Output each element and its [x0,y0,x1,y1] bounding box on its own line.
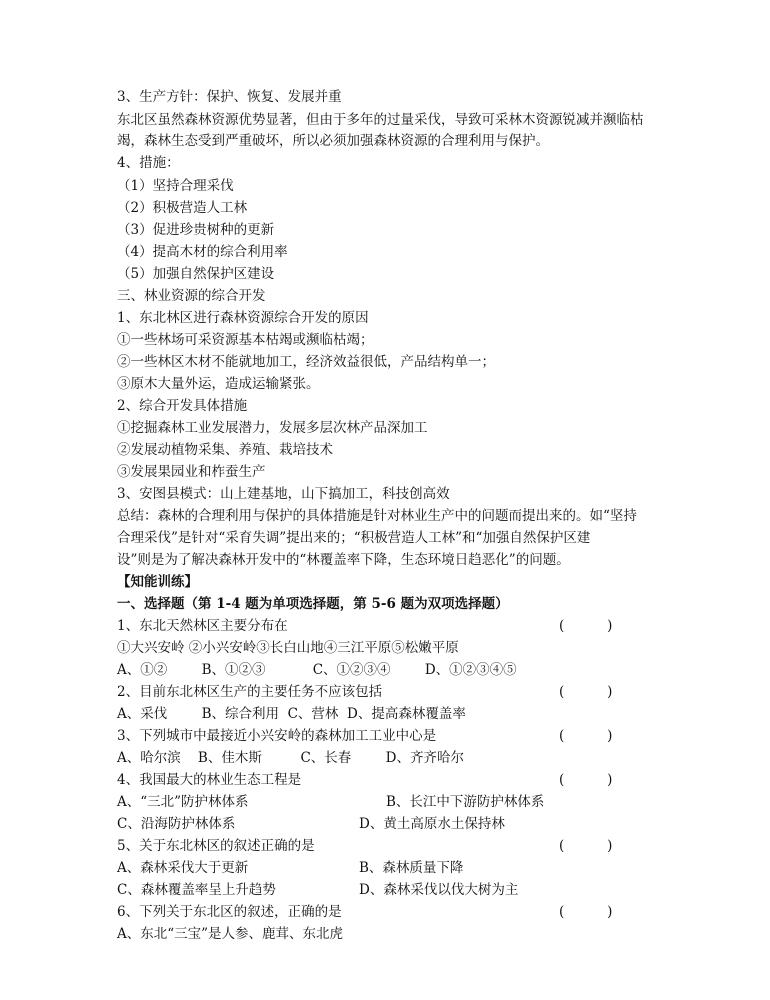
measure-item-4: （4）提高木材的综合利用率 [117,244,288,260]
q2-choices: A、采伐 B、综合利用 C、营林 D、提高森林覆盖率 [117,706,466,722]
q1-choices: A、①② B、①②③ C、①②③④ D、①②③④⑤ [117,662,517,678]
q6-option-a: A、东北“三宝”是人参、鹿茸、东北虎 [117,926,344,942]
measure-heading: 2、综合开发具体措施 [117,398,248,414]
q1-stem: 1、东北天然林区主要分布在 [117,618,288,634]
reason-heading: 1、东北林区进行森林资源综合开发的原因 [117,310,369,326]
section4-heading: 4、措施： [117,155,180,171]
q1-options: ①大兴安岭 ②小兴安岭③长白山地④三江平原⑤松嫩平原 [117,640,459,656]
part3-heading: 三、林业资源的综合开发 [117,288,266,304]
q4-option-b: B、长江中下游防护林体系 [386,794,545,810]
section3-para-line2: 竭，森林生态受到严重破坏，所以必须加强森林资源的合理利用与保护。 [117,133,549,149]
q1-answer-blank[interactable]: ( ) [559,618,613,634]
summary-line1: 总结：森林的合理利用与保护的具体措施是针对林业生产中的问题而提出来的。如“坚持 [117,508,637,524]
q5-answer-blank[interactable]: ( ) [559,838,613,854]
q4-option-d: D、黄土高原水土保持林 [359,816,505,832]
q3-stem: 3、下列城市中最接近小兴安岭的森林加工工业中心是 [117,728,437,744]
q5-option-c: C、森林覆盖率呈上升趋势 [117,882,276,898]
q4-option-c: C、沿海防护林体系 [117,816,236,832]
training-title: 【知能训练】 [117,574,198,590]
section3-heading: 3、生产方针：保护、恢复、发展并重 [117,89,342,105]
q4-option-a: A、“三北”防护林体系 [117,794,249,810]
section3-para-line1: 东北区虽然森林资源优势显著，但由于多年的过量采伐，导致可采林木资源锐减并濒临枯 [117,112,644,128]
measure-item-2: （2）积极营造人工林 [117,200,248,216]
q5-option-a: A、森林采伐大于更新 [117,860,249,876]
q5-option-b: B、森林质量下降 [359,860,464,876]
summary-line2: 合理采伐”是针对“采育失调”提出来的；“积极营造人工林”和“加强自然保护区建 [117,530,591,546]
antu-model: 3、安图县模式：山上建基地，山下搞加工，科技创高效 [117,486,450,502]
q6-answer-blank[interactable]: ( ) [559,904,613,920]
measure-item-3: （3）促进珍贵树种的更新 [117,222,275,238]
q6-stem: 6、下列关于东北区的叙述，正确的是 [117,904,342,920]
q2-stem: 2、目前东北林区生产的主要任务不应该包括 [117,684,383,700]
reason-3: ③原木大量外运，造成运输紧张。 [117,376,320,392]
q2-answer-blank[interactable]: ( ) [559,684,613,700]
q3-answer-blank[interactable]: ( ) [559,728,613,744]
measure-item-1: （1）坚持合理采伐 [117,178,234,194]
reason-2: ②一些林区木材不能就地加工，经济效益很低，产品结构单一； [117,354,495,370]
q5-stem: 5、关于东北林区的叙述正确的是 [117,838,315,854]
q3-choices: A、哈尔滨 B、佳木斯 C、长春 D、齐齐哈尔 [117,750,464,766]
choice-section-title: 一、选择题（第 1-4 题为单项选择题，第 5-6 题为双项选择题） [117,596,509,612]
q4-stem: 4、我国最大的林业生态工程是 [117,772,302,788]
dev-measure-3: ③发展果园业和柞蚕生产 [117,464,266,480]
q5-option-d: D、森林采伐以伐大树为主 [359,882,519,898]
dev-measure-1: ①挖掘森林工业发展潜力，发展多层次林产品深加工 [117,420,428,436]
q4-answer-blank[interactable]: ( ) [559,772,613,788]
dev-measure-2: ②发展动植物采集、养殖、栽培技术 [117,442,333,458]
measure-item-5: （5）加强自然保护区建设 [117,266,275,282]
summary-line3: 设”则是为了解决森林开发中的“林覆盖率下降，生态环境日趋恶化”的问题。 [117,552,570,568]
reason-1: ①一些林场可采资源基本枯竭或濒临枯竭； [117,332,374,348]
